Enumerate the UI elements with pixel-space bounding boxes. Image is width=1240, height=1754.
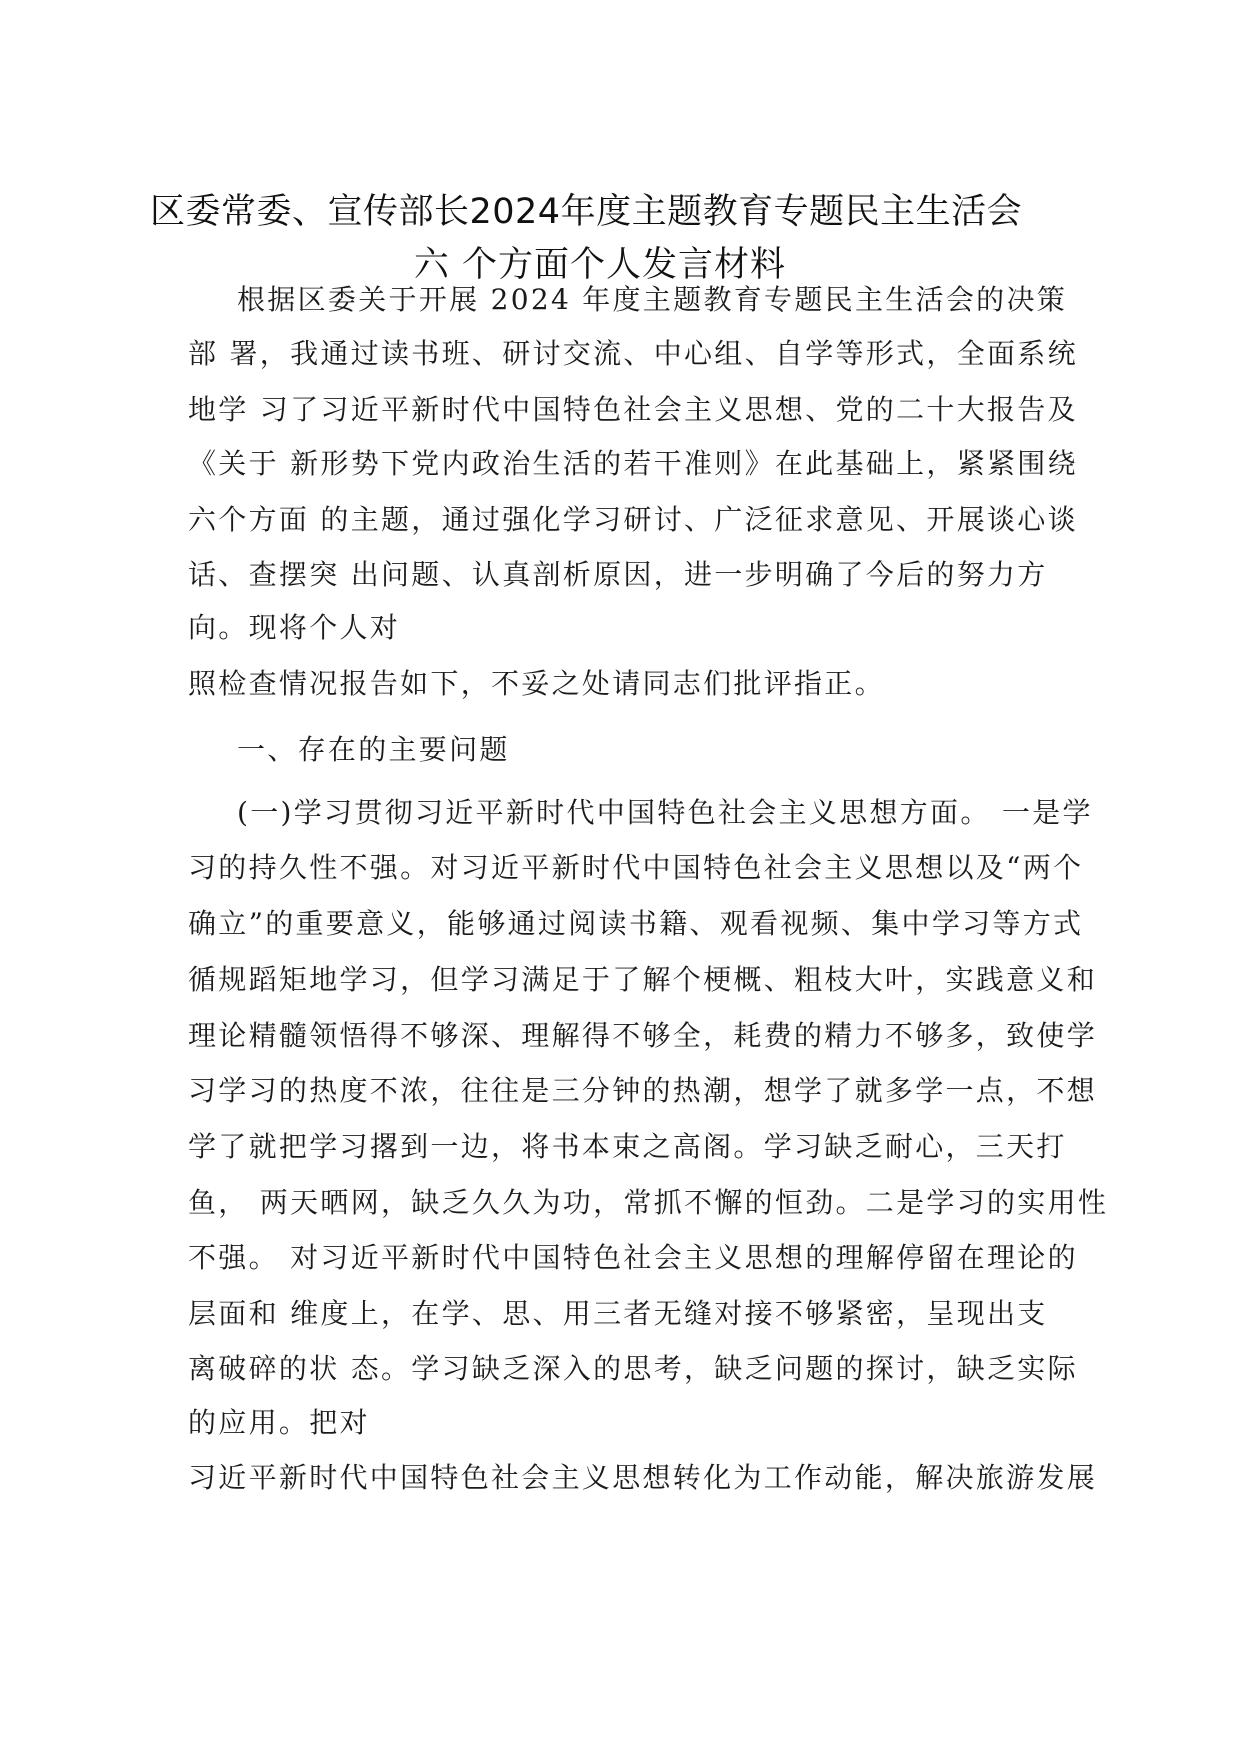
body-line: 不强。 对习近平新时代中国特色社会主义思想的理解停留在理论的 — [188, 1241, 1078, 1274]
body-line: 的应用。把对 — [188, 1406, 370, 1439]
section-heading: 一、存在的主要问题 — [237, 733, 510, 766]
document-title — [150, 186, 1050, 292]
body-line: (一)学习贯彻习近平新时代中国特色社会主义思想方面。 一是学 — [237, 796, 1093, 829]
body-line: 向。现将个人对 — [188, 611, 401, 644]
body-line: 理论精髓领悟得不够深、理解得不够全，耗费的精力不够多，致使学 — [188, 1019, 1098, 1052]
body-line: 鱼， 两天晒网，缺乏久久为功，常抓不懈的恒劲。二是学习的实用性 — [188, 1186, 1109, 1219]
body-line: 离破碎的状 态。学习缺乏深入的思考，缺乏问题的探讨，缺乏实际 — [188, 1352, 1078, 1385]
body-line: 循规蹈矩地学习，但学习满足于了解个梗概、粗枝大叶，实践意义和 — [188, 963, 1098, 996]
body-line: 层面和 维度上，在学、思、用三者无缝对接不够紧密，呈现出支 — [188, 1297, 1048, 1330]
body-line: 学了就把学习撂到一边，将书本束之高阁。学习缺乏耐心，三天打 — [188, 1130, 1067, 1163]
title-line-2: 六 个方面个人发言材料 — [413, 245, 787, 285]
title-line-1: 区委常委、宣传部长2024年度主题教育专题民主生活会 — [150, 192, 1023, 232]
body-line: 习学习的热度不浓，往往是三分钟的热潮，想学了就多学一点，不想 — [188, 1074, 1098, 1107]
body-line: 根据区委关于开展 2024 年度主题教育专题民主生活会的决策 — [237, 283, 1068, 316]
body-line: 《关于 新形势下党内政治生活的若干准则》在此基础上，紧紧围绕 — [188, 447, 1078, 480]
body-line: 六个方面 的主题，通过强化学习研讨、广泛征求意见、开展谈心谈 — [188, 503, 1078, 536]
body-line: 习近平新时代中国特色社会主义思想转化为工作动能，解决旅游发展 — [188, 1461, 1098, 1494]
body-line: 习的持久性不强。对习近平新时代中国特色社会主义思想以及“两个 — [188, 851, 1084, 884]
body-line: 话、查摆突 出问题、认真剖析原因，进一步明确了今后的努力方 — [188, 558, 1048, 591]
body-line: 部 署，我通过读书班、研讨交流、中心组、自学等形式，全面系统 — [188, 337, 1078, 370]
body-line: 地学 习了习近平新时代中国特色社会主义思想、党的二十大报告及 — [188, 393, 1078, 426]
body-line: 确立”的重要意义，能够通过阅读书籍、观看视频、集中学习等方式 — [188, 907, 1084, 940]
body-line: 照检查情况报告如下，不妥之处请同志们批评指正。 — [188, 667, 885, 700]
